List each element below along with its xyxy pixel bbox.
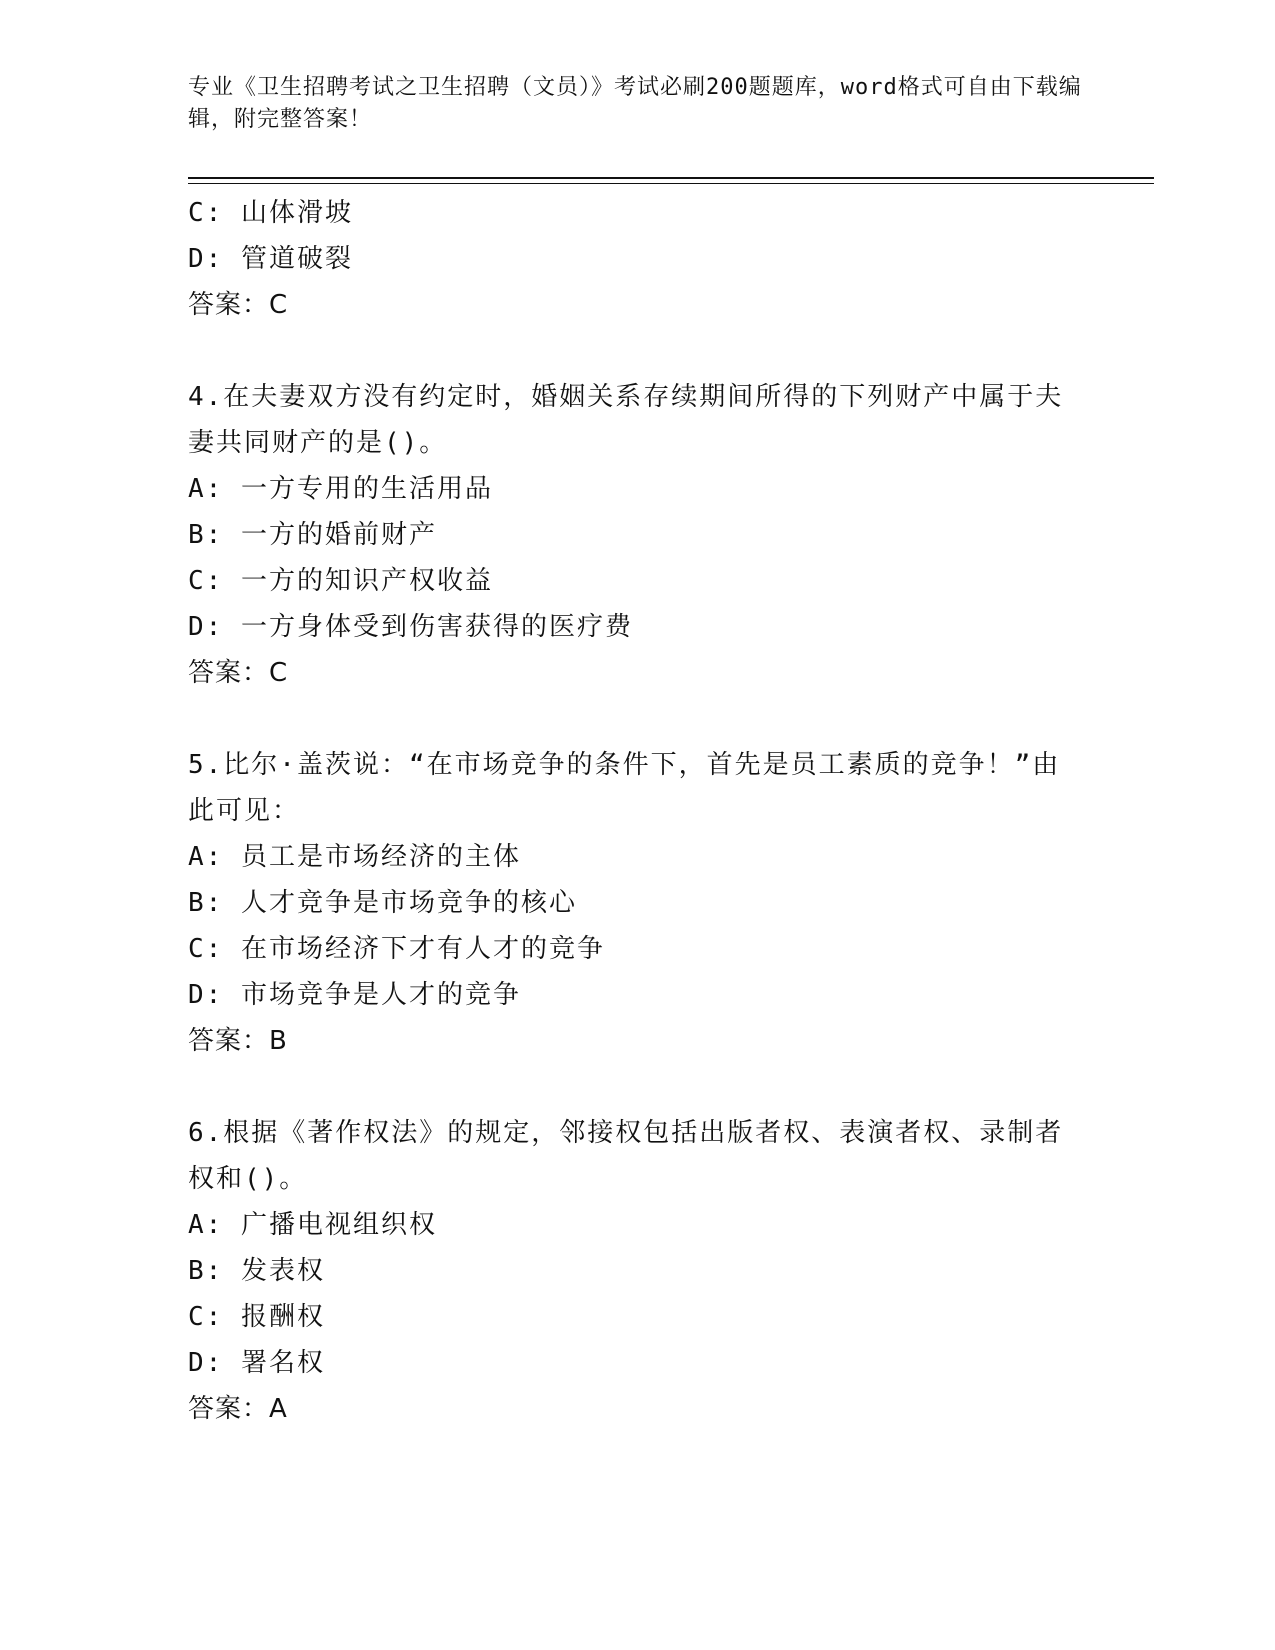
option-d: D: 署名权 bbox=[188, 1348, 325, 1378]
partial-question-3 bbox=[188, 190, 1088, 328]
question-text: 6.根据《著作权法》的规定，邻接权包括出版者权、表演者权、录制者权和()。 bbox=[188, 1118, 1064, 1194]
option-d: D: 管道破裂 bbox=[188, 244, 353, 274]
header-rule-thick bbox=[188, 177, 1154, 179]
answer-line: 答案：A bbox=[188, 1394, 288, 1424]
option-d: D: 市场竞争是人才的竞争 bbox=[188, 980, 521, 1010]
option-a: A: 广播电视组织权 bbox=[188, 1210, 437, 1240]
option-c: C: 在市场经济下才有人才的竞争 bbox=[188, 934, 605, 964]
question-text: 5.比尔·盖茨说：“在市场竞争的条件下，首先是员工素质的竞争！”由此可见： bbox=[188, 750, 1061, 826]
option-a: A: 员工是市场经济的主体 bbox=[188, 842, 521, 872]
question-6 bbox=[188, 1110, 1088, 1432]
option-b: B: 发表权 bbox=[188, 1256, 325, 1286]
answer-line: 答案：C bbox=[188, 290, 289, 320]
question-5 bbox=[188, 742, 1088, 1064]
option-a: A: 一方专用的生活用品 bbox=[188, 474, 493, 504]
answer-line: 答案：B bbox=[188, 1026, 288, 1056]
document-header: 专业《卫生招聘考试之卫生招聘（文员）》考试必刷200题题库，word格式可自由下载编辑，附完整答案！ bbox=[188, 75, 1082, 132]
option-c: C: 一方的知识产权收益 bbox=[188, 566, 493, 596]
question-list bbox=[188, 190, 1088, 1432]
question-4 bbox=[188, 374, 1088, 696]
question-text: 4.在夫妻双方没有约定时，婚姻关系存续期间所得的下列财产中属于夫妻共同财产的是()。 bbox=[188, 382, 1064, 458]
header-rule-thin bbox=[188, 183, 1154, 184]
option-d: D: 一方身体受到伤害获得的医疗费 bbox=[188, 612, 633, 642]
option-b: B: 人才竞争是市场竞争的核心 bbox=[188, 888, 577, 918]
answer-line: 答案：C bbox=[188, 658, 289, 688]
option-b: B: 一方的婚前财产 bbox=[188, 520, 437, 550]
option-c: C: 报酬权 bbox=[188, 1302, 325, 1332]
option-c: C: 山体滑坡 bbox=[188, 198, 353, 228]
